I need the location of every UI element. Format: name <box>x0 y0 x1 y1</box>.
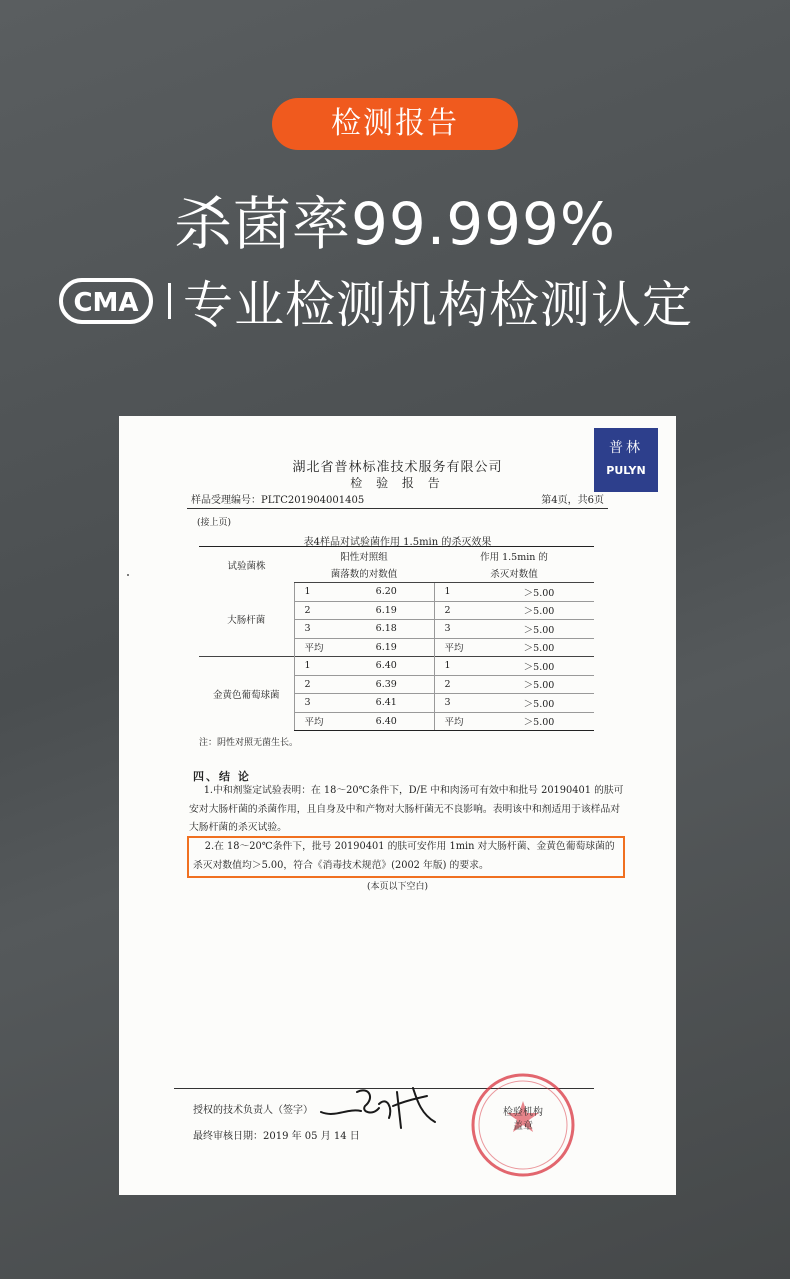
cell-kill: ＞5.00 <box>484 620 594 639</box>
stamp-line-2: 盖章 <box>513 1121 533 1132</box>
results-table <box>199 546 594 731</box>
cell-rep: 2 <box>434 601 484 620</box>
cell-kill: ＞5.00 <box>484 712 594 731</box>
cell-rep: 平均 <box>294 712 339 731</box>
report-title: 检 验 报 告 <box>350 476 445 490</box>
brand-en: PULYN <box>606 464 646 477</box>
cell-kill: ＞5.00 <box>484 601 594 620</box>
cell-rep: 2 <box>294 601 339 620</box>
cell-value: 6.20 <box>375 586 397 598</box>
final-review-date: 最终审核日期：2019 年 05 月 14 日 <box>193 1131 360 1142</box>
header-strain: 试验菌株 <box>199 547 294 583</box>
test-report-document <box>119 416 676 1195</box>
page-info: 第4页，共6页 <box>541 495 604 506</box>
divider <box>168 283 171 319</box>
certification-text: 专业检测机构检测认定 <box>183 276 693 334</box>
cell-rep: 2 <box>434 675 484 694</box>
header-control-2: 菌落数的对数值 <box>294 565 434 583</box>
cell-rep: 2 <box>294 675 339 694</box>
scan-speck <box>127 574 129 576</box>
company-name: 湖北省普林标准技术服务有限公司 <box>292 460 503 475</box>
svg-text:CMA: CMA <box>73 288 139 318</box>
cell-rep: 3 <box>294 694 339 713</box>
cell-value: 6.39 <box>339 675 434 694</box>
blank-note: (本页以下空白) <box>366 882 429 892</box>
header-kill-1: 作用 1.5min 的 <box>434 547 594 565</box>
cell-rep: 1 <box>294 657 339 676</box>
header-rule <box>187 508 608 509</box>
brand-cn: 普林 <box>609 440 643 456</box>
strain-name: 金黄色葡萄球菌 <box>199 657 294 731</box>
cma-logo-icon <box>58 276 154 326</box>
conclusion-2: 2.在 18～20℃条件下，批号 20190401 的肤可安作用 1min 对大肠杆菌、金黄色葡萄球菌的杀灭对数值均＞5.00，符合《消毒技术规范》(2002 年版) 的要求。 <box>193 841 615 871</box>
cell-kill: ＞5.00 <box>484 694 594 713</box>
headline: 杀菌率99.999% <box>173 190 617 258</box>
table-title: 表4样品对试验菌作用 1.5min 的杀灭效果 <box>303 537 492 548</box>
cell-value: 6.19 <box>339 601 434 620</box>
cell-value: 6.41 <box>339 694 434 713</box>
table-note: 注：阴性对照无菌生长。 <box>199 738 299 748</box>
cell-rep: 1 <box>294 583 339 602</box>
cell-rep: 3 <box>434 694 484 713</box>
table-row <box>199 657 594 676</box>
cell-kill: ＞5.00 <box>523 587 555 599</box>
certification-line <box>58 268 693 334</box>
cell-rep: 3 <box>294 620 339 639</box>
cell-kill: ＞5.00 <box>484 638 594 657</box>
header-control-1: 阳性对照组 <box>294 547 434 565</box>
cell-rep: 平均 <box>294 638 339 657</box>
cell-value: 6.40 <box>339 712 434 731</box>
header-kill-2: 杀灭对数值 <box>434 565 594 583</box>
cell-rep: 平均 <box>434 638 484 657</box>
cell-rep: 平均 <box>434 712 484 731</box>
signer-label: 授权的技术负责人（签字） <box>193 1105 313 1116</box>
sample-number: 样品受理编号：PLTC201904001405 <box>191 495 365 506</box>
cell-kill: ＞5.00 <box>484 675 594 694</box>
section-heading: 四、结 论 <box>193 770 251 783</box>
conclusion-1: 1.中和剂鉴定试验表明：在 18～20℃条件下，D/E 中和肉汤可有效中和批号 20190401 的肤可安对大肠杆菌的杀菌作用，且自身及中和产物对大肠杆菌无不良影响。表明该中和剂适用于该样品对大肠杆菌的杀灭试验。 <box>189 785 624 833</box>
strain-name: 大肠杆菌 <box>227 615 266 627</box>
cell-value: 6.19 <box>339 638 434 657</box>
stamp-label <box>492 1106 554 1134</box>
continued-note: (接上页) <box>197 518 232 528</box>
stamp-line-1: 检验机构 <box>503 1107 543 1118</box>
handwritten-signature <box>317 1078 442 1138</box>
report-badge: 检测报告 <box>272 98 518 150</box>
cell-rep: 1 <box>434 583 484 602</box>
report-meta <box>191 491 604 506</box>
cell-value: 6.40 <box>339 657 434 676</box>
table-row <box>199 583 594 602</box>
cell-value: 6.18 <box>339 620 434 639</box>
cell-rep: 1 <box>434 657 484 676</box>
cell-rep: 3 <box>434 620 484 639</box>
cell-kill: ＞5.00 <box>484 657 594 676</box>
